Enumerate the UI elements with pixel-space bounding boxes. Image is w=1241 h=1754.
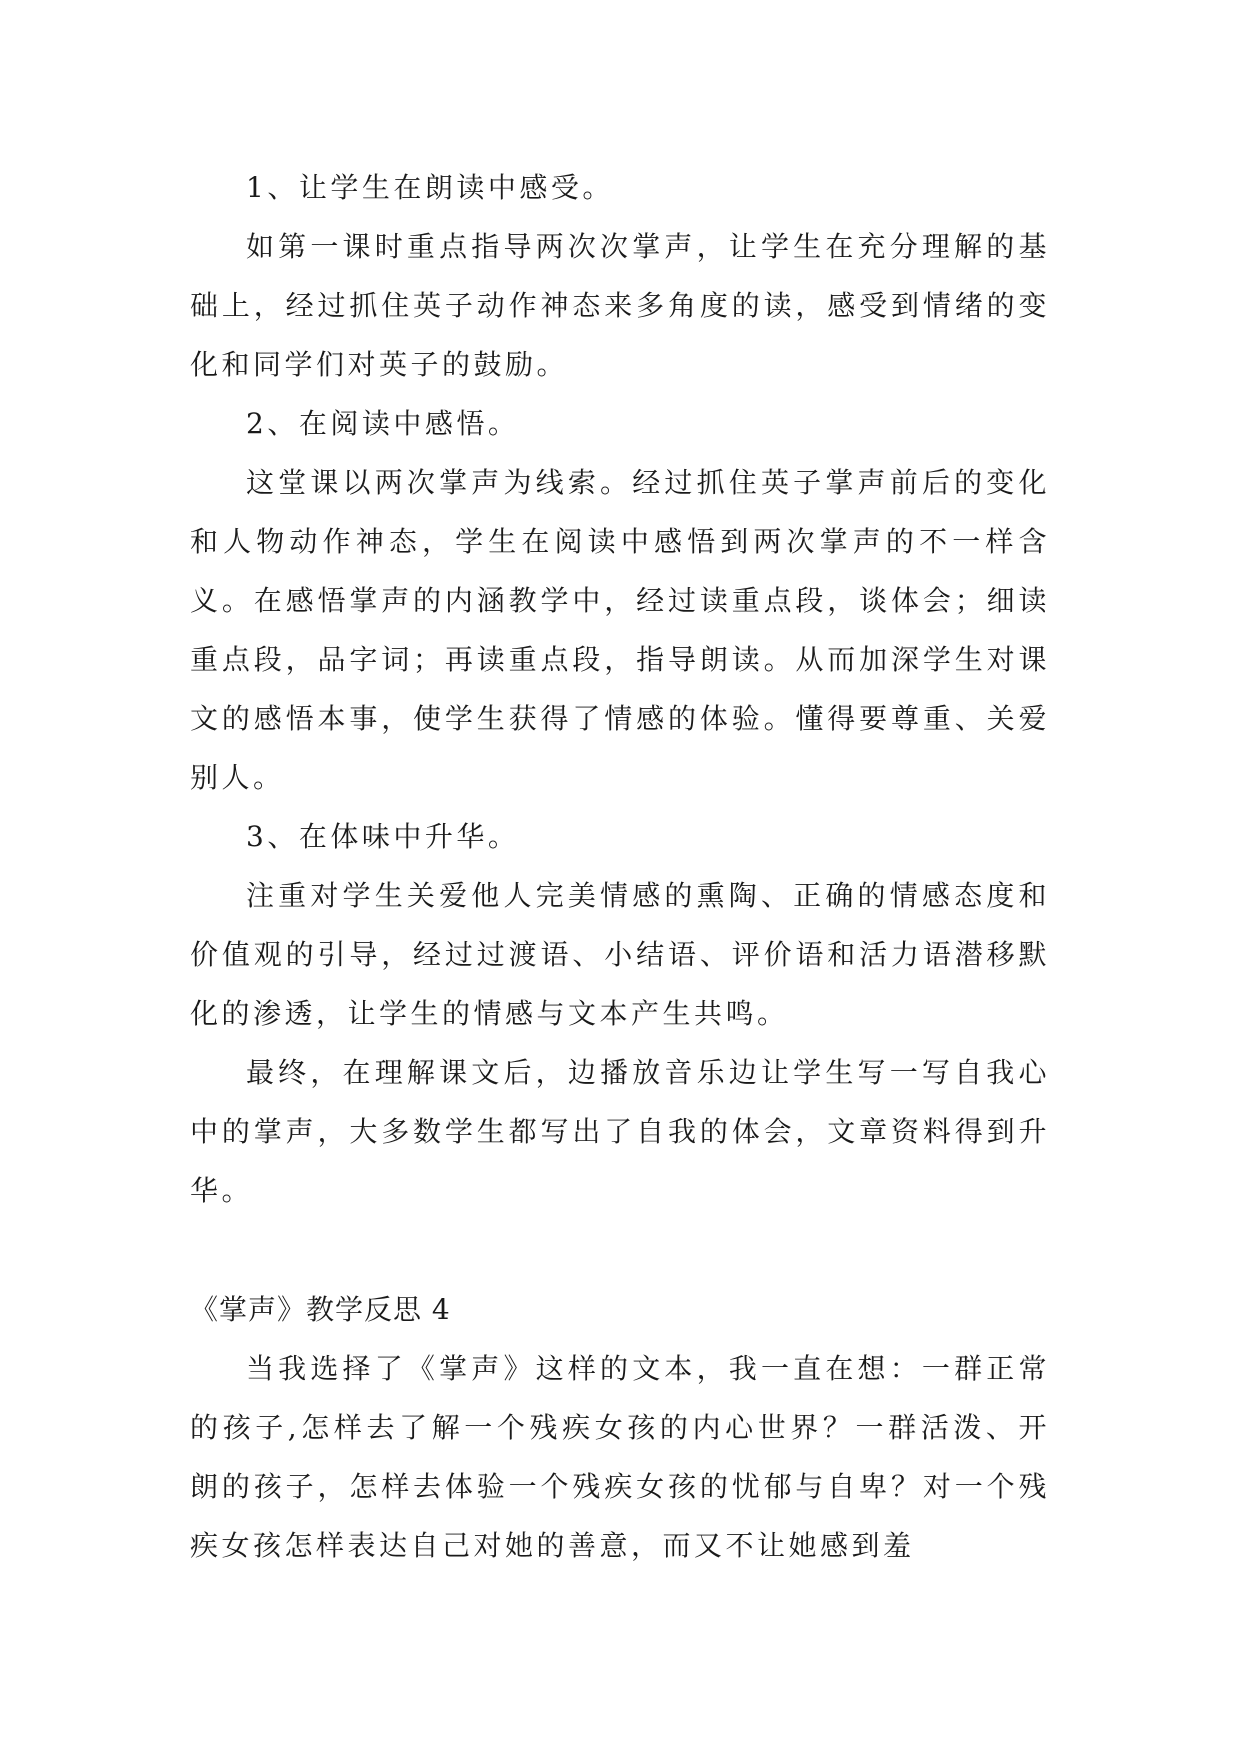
paragraph-point-1-body: 如第一课时重点指导两次次掌声，让学生在充分理解的基础上，经过抓住英子动作神态来多角度的读，感受到情绪的变化和同学们对英子的鼓励。 xyxy=(190,230,1050,381)
section-heading: 《掌声》教学反思 4 xyxy=(190,1293,451,1326)
paragraph-point-2-body: 这堂课以两次掌声为线索。经过抓住英子掌声前后的变化和人物动作神态，学生在阅读中感悟到两次掌声的不一样含义。在感悟掌声的内涵教学中，经过读重点段，谈体会；细读重点段，品字词；再读重点段，指导朗读。从而加深学生对课文的感悟本事，使学生获得了情感的体验。懂得要尊重、关爱别人。 xyxy=(190,466,1050,794)
paragraph-conclusion: 最终，在理解课文后，边播放音乐边让学生写一写自我心中的掌声，大多数学生都写出了自我的体会，文章资料得到升华。 xyxy=(190,1056,1050,1207)
paragraph-section-2-body: 当我选择了《掌声》这样的文本，我一直在想：一群正常的孩子,怎样去了解一个残疾女孩的内心世界？一群活泼、开朗的孩子，怎样去体验一个残疾女孩的忧郁与自卑？对一个残疾女孩怎样表达自己对她的善意，而又不让她感到羞 xyxy=(190,1352,1050,1562)
paragraph-point-3-body: 注重对学生关爱他人完美情感的熏陶、正确的情感态度和价值观的引导，经过过渡语、小结语、评价语和活力语潜移默化的渗透，让学生的情感与文本产生共鸣。 xyxy=(190,879,1050,1030)
paragraph-point-3-title: 3、在体味中升华。 xyxy=(246,820,520,853)
paragraph-point-1-title: 1、让学生在朗读中感受。 xyxy=(246,171,614,204)
paragraph-point-2-title: 2、在阅读中感悟。 xyxy=(246,407,520,440)
section-spacer xyxy=(190,1220,1050,1280)
document-body xyxy=(190,158,1050,1575)
